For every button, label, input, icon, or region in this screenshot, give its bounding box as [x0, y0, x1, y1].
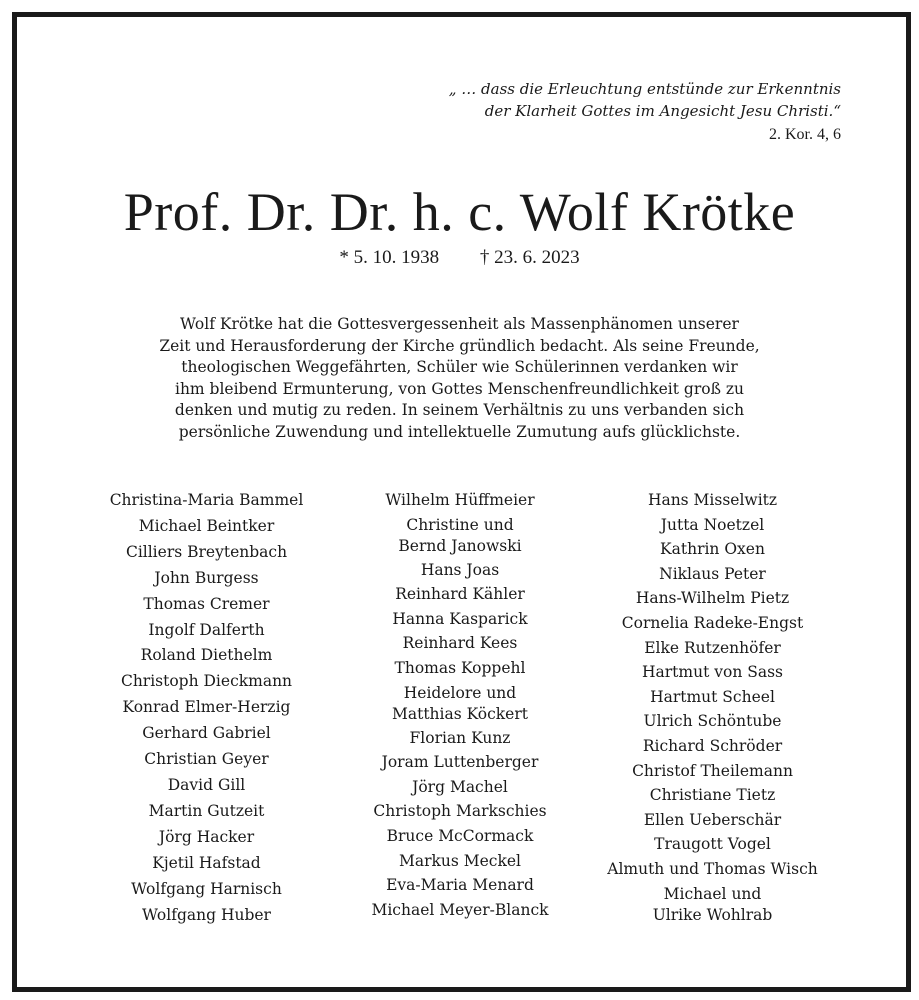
signatory-name: Gerhard Gabriel	[142, 724, 271, 743]
signatory-name: Konrad Elmer-Herzig	[122, 698, 291, 717]
death-date: † 23. 6. 2023	[479, 247, 580, 268]
tribute-line: ihm bleibend Ermunterung, von Gottes Menschenfreundlichkeit groß zu	[174, 379, 745, 398]
signatory-name: Christoph Dieckmann	[120, 672, 293, 691]
signatory-name: Ellen Ueberschär	[643, 810, 782, 829]
signatory-name: Kathrin Oxen	[660, 540, 765, 559]
signatory-name: Hartmut Scheel	[650, 687, 775, 706]
life-dates	[0, 246, 919, 270]
signatories-column-2	[340, 488, 580, 922]
signatory-name: Ingolf Dalferth	[148, 620, 265, 639]
signatory-name: Roland Diethelm	[140, 646, 273, 665]
signatory-name: Niklaus Peter	[659, 564, 766, 583]
quote-line: der Klarheit Gottes im Angesicht Jesu Christi.“	[484, 102, 841, 120]
signatory-name: Christof Theilemann	[632, 761, 793, 780]
signatory-name: Thomas Cremer	[143, 594, 270, 613]
signatory-name: Christoph Markschies	[373, 802, 547, 821]
signatory-name: Eva-Maria Menard	[386, 876, 534, 895]
signatory-name: Hans-Wilhelm Pietz	[635, 589, 790, 608]
signatories-column-3	[580, 488, 845, 927]
signatory-name: Wilhelm Hüffmeier	[385, 491, 535, 509]
signatory-name: Hans Joas	[420, 560, 500, 579]
signatory-name: Jutta Noetzel	[660, 515, 765, 534]
signatory-name: Kjetil Hafstad	[152, 853, 261, 872]
signatory-name: Christiane Tietz	[649, 786, 776, 805]
tribute-line: persönliche Zuwendung und intellektuelle Zumutung aufs glücklichste.	[178, 422, 741, 441]
tribute-line: theologischen Weggefährten, Schüler wie Schülerinnen verdanken wir	[181, 358, 738, 376]
signatory-name: Elke Rutzenhöfer	[644, 638, 781, 657]
signatory-name: Cornelia Radeke-Engst	[621, 613, 804, 632]
signatory-name: Richard Schröder	[642, 736, 783, 755]
signatory-name: Wolfgang Huber	[142, 905, 271, 924]
signatory-name: Markus Meckel	[398, 851, 522, 870]
tribute-line: Zeit und Herausforderung der Kirche gründlich bedacht. Als seine Freunde,	[159, 336, 760, 355]
signatory-name: Michael Beintker	[138, 516, 275, 535]
signatory-name: Cilliers Breytenbach	[125, 542, 288, 561]
signatory-name: Florian Kunz	[409, 728, 511, 747]
signatory-name: Jörg Hacker	[158, 827, 255, 846]
bible-quote	[281, 78, 841, 122]
signatories-column-1	[80, 488, 333, 928]
quote-reference: 2. Kor. 4, 6	[769, 126, 841, 143]
signatory-name: Jörg Machel	[412, 777, 508, 796]
signatory-name: Michael und Ulrike Wohlrab	[652, 884, 773, 924]
signatory-name: Hanna Kasparick	[392, 609, 528, 628]
signatory-name: Hans Misselwitz	[647, 491, 778, 509]
signatory-name: Christian Geyer	[144, 750, 269, 769]
signatory-name: Wolfgang Harnisch	[131, 879, 282, 898]
signatory-name: Michael Meyer-Blanck	[371, 900, 549, 919]
deceased-name: Prof. Dr. Dr. h. c. Wolf Krötke	[123, 182, 796, 242]
signatory-name: John Burgess	[154, 568, 259, 587]
signatory-name: Traugott Vogel	[654, 835, 771, 854]
signatory-name: Thomas Koppehl	[394, 658, 526, 677]
signatory-name: Joram Luttenberger	[381, 753, 539, 772]
signatory-name: Almuth und Thomas Wisch	[607, 859, 818, 878]
signatory-name: Christine und Bernd Janowski	[398, 515, 522, 556]
quote-line: „ … dass die Erleuchtung entstünde zur Erkenntnis	[448, 80, 841, 98]
signatory-name: Martin Gutzeit	[148, 801, 265, 820]
signatory-name: Christina-Maria Bammel	[109, 491, 304, 509]
signatory-name: Reinhard Kees	[402, 634, 518, 653]
tribute-line: Wolf Krötke hat die Gottesvergessenheit als Massenphänomen unserer	[180, 315, 739, 333]
signatory-name: Heidelore und Matthias Köckert	[391, 683, 528, 724]
signatory-name: Ulrich Schöntube	[643, 712, 782, 731]
signatory-name: David Gill	[167, 775, 246, 794]
tribute-text	[80, 314, 839, 443]
signatory-name: Reinhard Kähler	[395, 585, 525, 604]
signatory-name: Bruce McCormack	[386, 826, 534, 845]
birth-date: * 5. 10. 1938	[339, 247, 440, 268]
tribute-line: denken und mutig zu reden. In seinem Verhältnis zu uns verbanden sich	[174, 401, 745, 419]
signatory-name: Hartmut von Sass	[642, 663, 783, 682]
